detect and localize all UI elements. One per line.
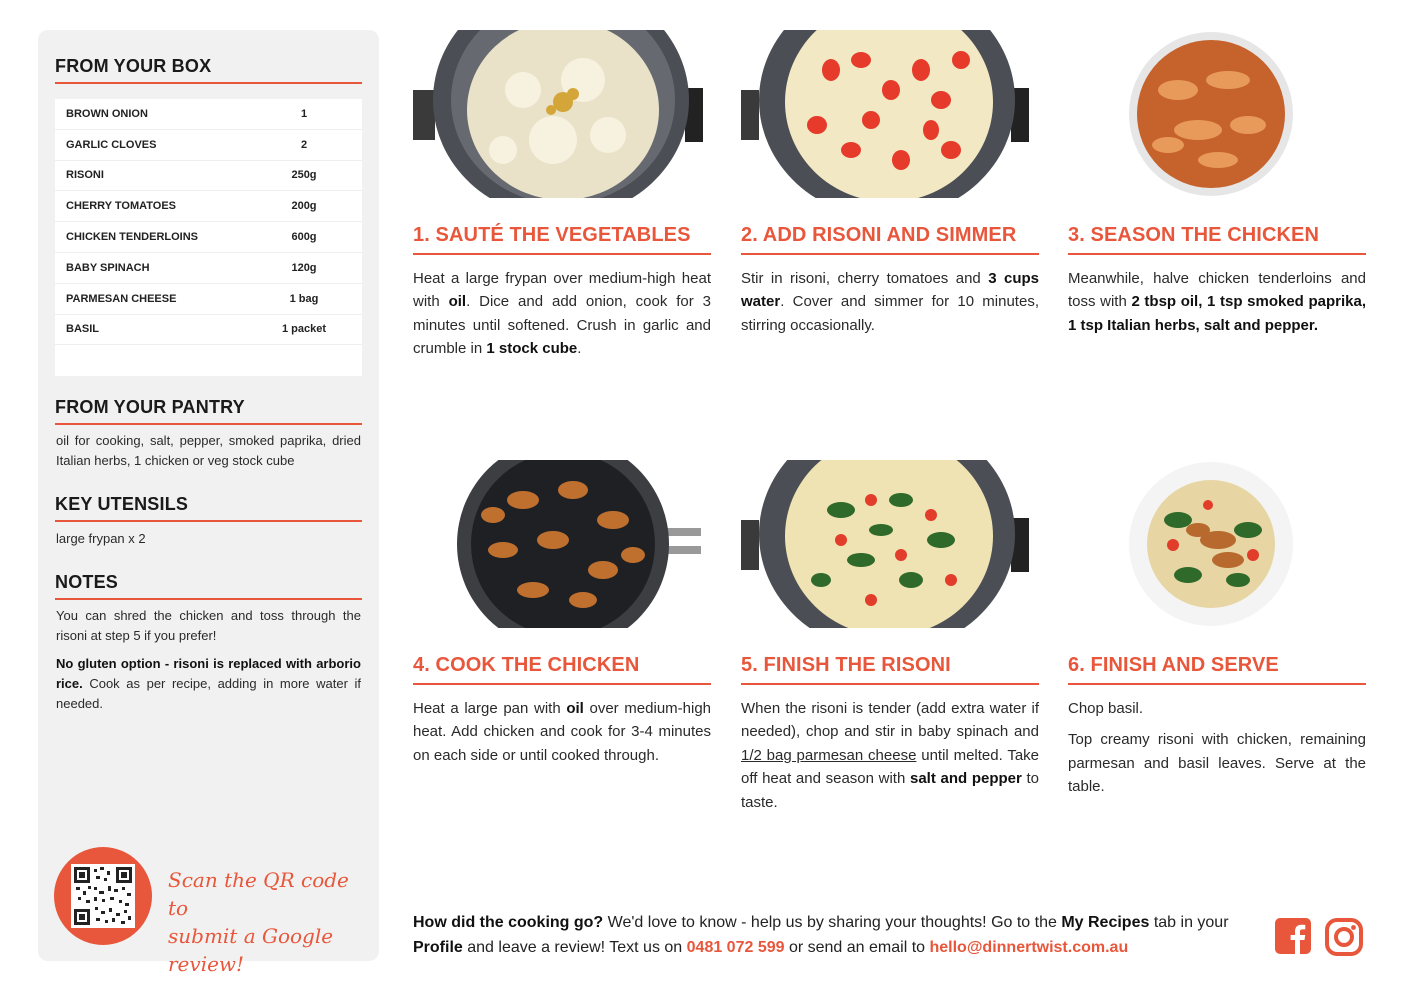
footer-question: How did the cooking go?: [413, 914, 604, 931]
footer-my-recipes: My Recipes: [1061, 914, 1150, 931]
onion-frypan-photo: [413, 30, 709, 198]
sidebar: [38, 30, 379, 976]
step-text-segment: . Cover and simmer for 10 minutes, stirring occasionally.: [741, 293, 1039, 334]
feedback-footer: [413, 910, 1263, 960]
qr-code-icon[interactable]: [71, 864, 135, 928]
qr-caption: [168, 866, 368, 978]
step-text-segment: until melted. Take off heat and season with: [741, 746, 1040, 788]
ingredient-row: [55, 191, 362, 222]
ingredient-row: [55, 315, 362, 346]
ingredient-qty: 2: [300, 138, 308, 151]
step-3-title: 3. SEASON THE CHICKEN: [1068, 224, 1320, 246]
footer-text-1: We'd love to know - help us by sharing your thoughts! Go to the: [603, 914, 1062, 931]
ingredient-qty: 200g: [291, 200, 317, 213]
notes-gluten-bold: No gluten option - risoni is replaced with arborio rice.: [56, 656, 361, 691]
heading-rule: [55, 82, 362, 84]
step-text-segment: When the risoni is tender (add extra water if needed), chop and stir in baby spinach and: [741, 700, 1039, 741]
step-rule: [741, 253, 1039, 255]
notes-text-1: You can shred the chicken and toss through the risoni at step 5 if you prefer!: [56, 608, 361, 643]
email-link[interactable]: hello@dinnertwist.com.au: [929, 939, 1129, 956]
ingredient-qty: 1: [300, 107, 308, 120]
ingredient-name: PARMESAN CHEESE: [66, 292, 177, 305]
step-text-segment: Heat a large pan with: [413, 700, 567, 717]
ingredient-row: [55, 130, 362, 161]
step-text-segment: 3 cups water: [741, 270, 1039, 311]
notes-heading: NOTES: [55, 572, 119, 592]
ingredient-qty: 120g: [291, 261, 317, 274]
step-text-segment: oil: [566, 700, 584, 717]
ingredient-name: BASIL: [66, 323, 99, 336]
ingredient-row: [55, 284, 362, 315]
ingredient-name: CHERRY TOMATOES: [66, 200, 177, 213]
step-rule: [1068, 253, 1366, 255]
notes-text-2: [56, 654, 361, 714]
step-text-segment: over medium-high heat. Add chicken and cook for 3-4 minutes on each side or until cooked through.: [413, 700, 712, 764]
step-6-para-1: Chop basil.: [1068, 700, 1144, 717]
qr-badge: [54, 847, 152, 945]
step-rule: [413, 683, 711, 685]
facebook-icon[interactable]: [1275, 918, 1313, 956]
footer-text-4: or send an email to: [784, 939, 930, 956]
ingredient-name: GARLIC CLOVES: [66, 138, 157, 151]
step-text-segment: to taste.: [741, 770, 1039, 811]
notes-gluten-rest: Cook as per recipe, adding in more water if needed.: [56, 676, 361, 711]
step-rule: [413, 253, 711, 255]
ingredient-qty: 1 packet: [281, 323, 327, 336]
step-4-title: 4. COOK THE CHICKEN: [413, 654, 640, 676]
step-5-text: [741, 697, 1039, 814]
step-5-title: 5. FINISH THE RISONI: [741, 654, 951, 676]
ingredient-row: [55, 253, 362, 284]
ingredient-row: [55, 222, 362, 253]
heading-rule: [55, 598, 362, 600]
qr-caption-line-2: submit a Google review!: [168, 924, 334, 976]
ingredient-row: [55, 99, 362, 130]
heading-rule: [55, 520, 362, 522]
step-6-text: [1068, 697, 1366, 799]
step-6-title: 6. FINISH AND SERVE: [1068, 654, 1279, 676]
step-text-segment: oil: [448, 293, 467, 311]
pantry-text: oil for cooking, salt, pepper, smoked paprika, dried Italian herbs, 1 chicken or veg stock cube: [56, 433, 361, 468]
ingredient-name: BROWN ONION: [66, 107, 148, 120]
key-utensils-heading: KEY UTENSILS: [55, 494, 189, 514]
step-text-segment: Meanwhile, halve chicken tenderloins and toss with: [1068, 270, 1366, 311]
step-text-segment: 1/2 bag parmesan cheese: [741, 746, 917, 764]
footer-profile: Profile: [413, 939, 463, 956]
step-text-segment: salt and pepper: [909, 770, 1022, 788]
ingredients-table: [55, 99, 362, 376]
ingredient-row: [55, 161, 362, 192]
served-plate-photo: [1068, 460, 1364, 628]
ingredient-qty: 1 bag: [289, 292, 319, 305]
step-2-title: 2. ADD RISONI AND SIMMER: [741, 224, 1017, 246]
step-3-text: [1068, 267, 1366, 337]
ingredient-qty: 600g: [291, 231, 317, 244]
phone-link[interactable]: 0481 072 599: [686, 939, 785, 956]
step-4-text: [413, 697, 711, 767]
footer-text-3: and leave a review! Text us on: [462, 939, 687, 956]
step-text-segment: .: [577, 340, 582, 358]
from-your-box-heading: FROM YOUR BOX: [55, 56, 212, 76]
step-text-segment: . Dice and add onion, cook for 3 minutes until softened. Crush in garlic and crumble in: [413, 293, 711, 358]
ingredient-name: BABY SPINACH: [66, 261, 150, 274]
risoni-tomatoes-photo: [741, 30, 1037, 198]
ingredient-name: RISONI: [66, 169, 104, 182]
step-6-para-2: Top creamy risoni with chicken, remaining parmesan and basil leaves. Serve at the table.: [1068, 731, 1366, 796]
utensils-text: large frypan x 2: [56, 531, 146, 546]
ingredient-name: CHICKEN TENDERLOINS: [66, 231, 199, 244]
step-text-segment: Stir in risoni, cherry tomatoes and: [741, 270, 989, 287]
step-1-title: 1. SAUTÉ THE VEGETABLES: [413, 224, 691, 246]
from-your-pantry-heading: FROM YOUR PANTRY: [55, 397, 245, 417]
step-rule: [741, 683, 1039, 685]
chicken-pan-photo: [413, 460, 709, 628]
step-text-segment: 1 stock cube: [486, 340, 578, 358]
step-2-text: [741, 267, 1039, 337]
ingredient-qty: 250g: [291, 169, 317, 182]
step-rule: [1068, 683, 1366, 685]
footer-text-2: tab in your: [1149, 914, 1229, 931]
instagram-icon[interactable]: [1325, 918, 1363, 956]
step-text-segment: 2 tbsp oil, 1 tsp smoked paprika, 1 tsp Italian herbs, salt and pepper.: [1068, 293, 1366, 334]
heading-rule: [55, 423, 362, 425]
step-text-segment: Heat a large frypan over medium-high heat with: [413, 270, 711, 311]
step-1-text: [413, 267, 711, 361]
qr-caption-line-1: Scan the QR code to: [168, 868, 349, 920]
seasoned-chicken-bowl-photo: [1068, 30, 1364, 198]
risoni-spinach-photo: [741, 460, 1037, 628]
